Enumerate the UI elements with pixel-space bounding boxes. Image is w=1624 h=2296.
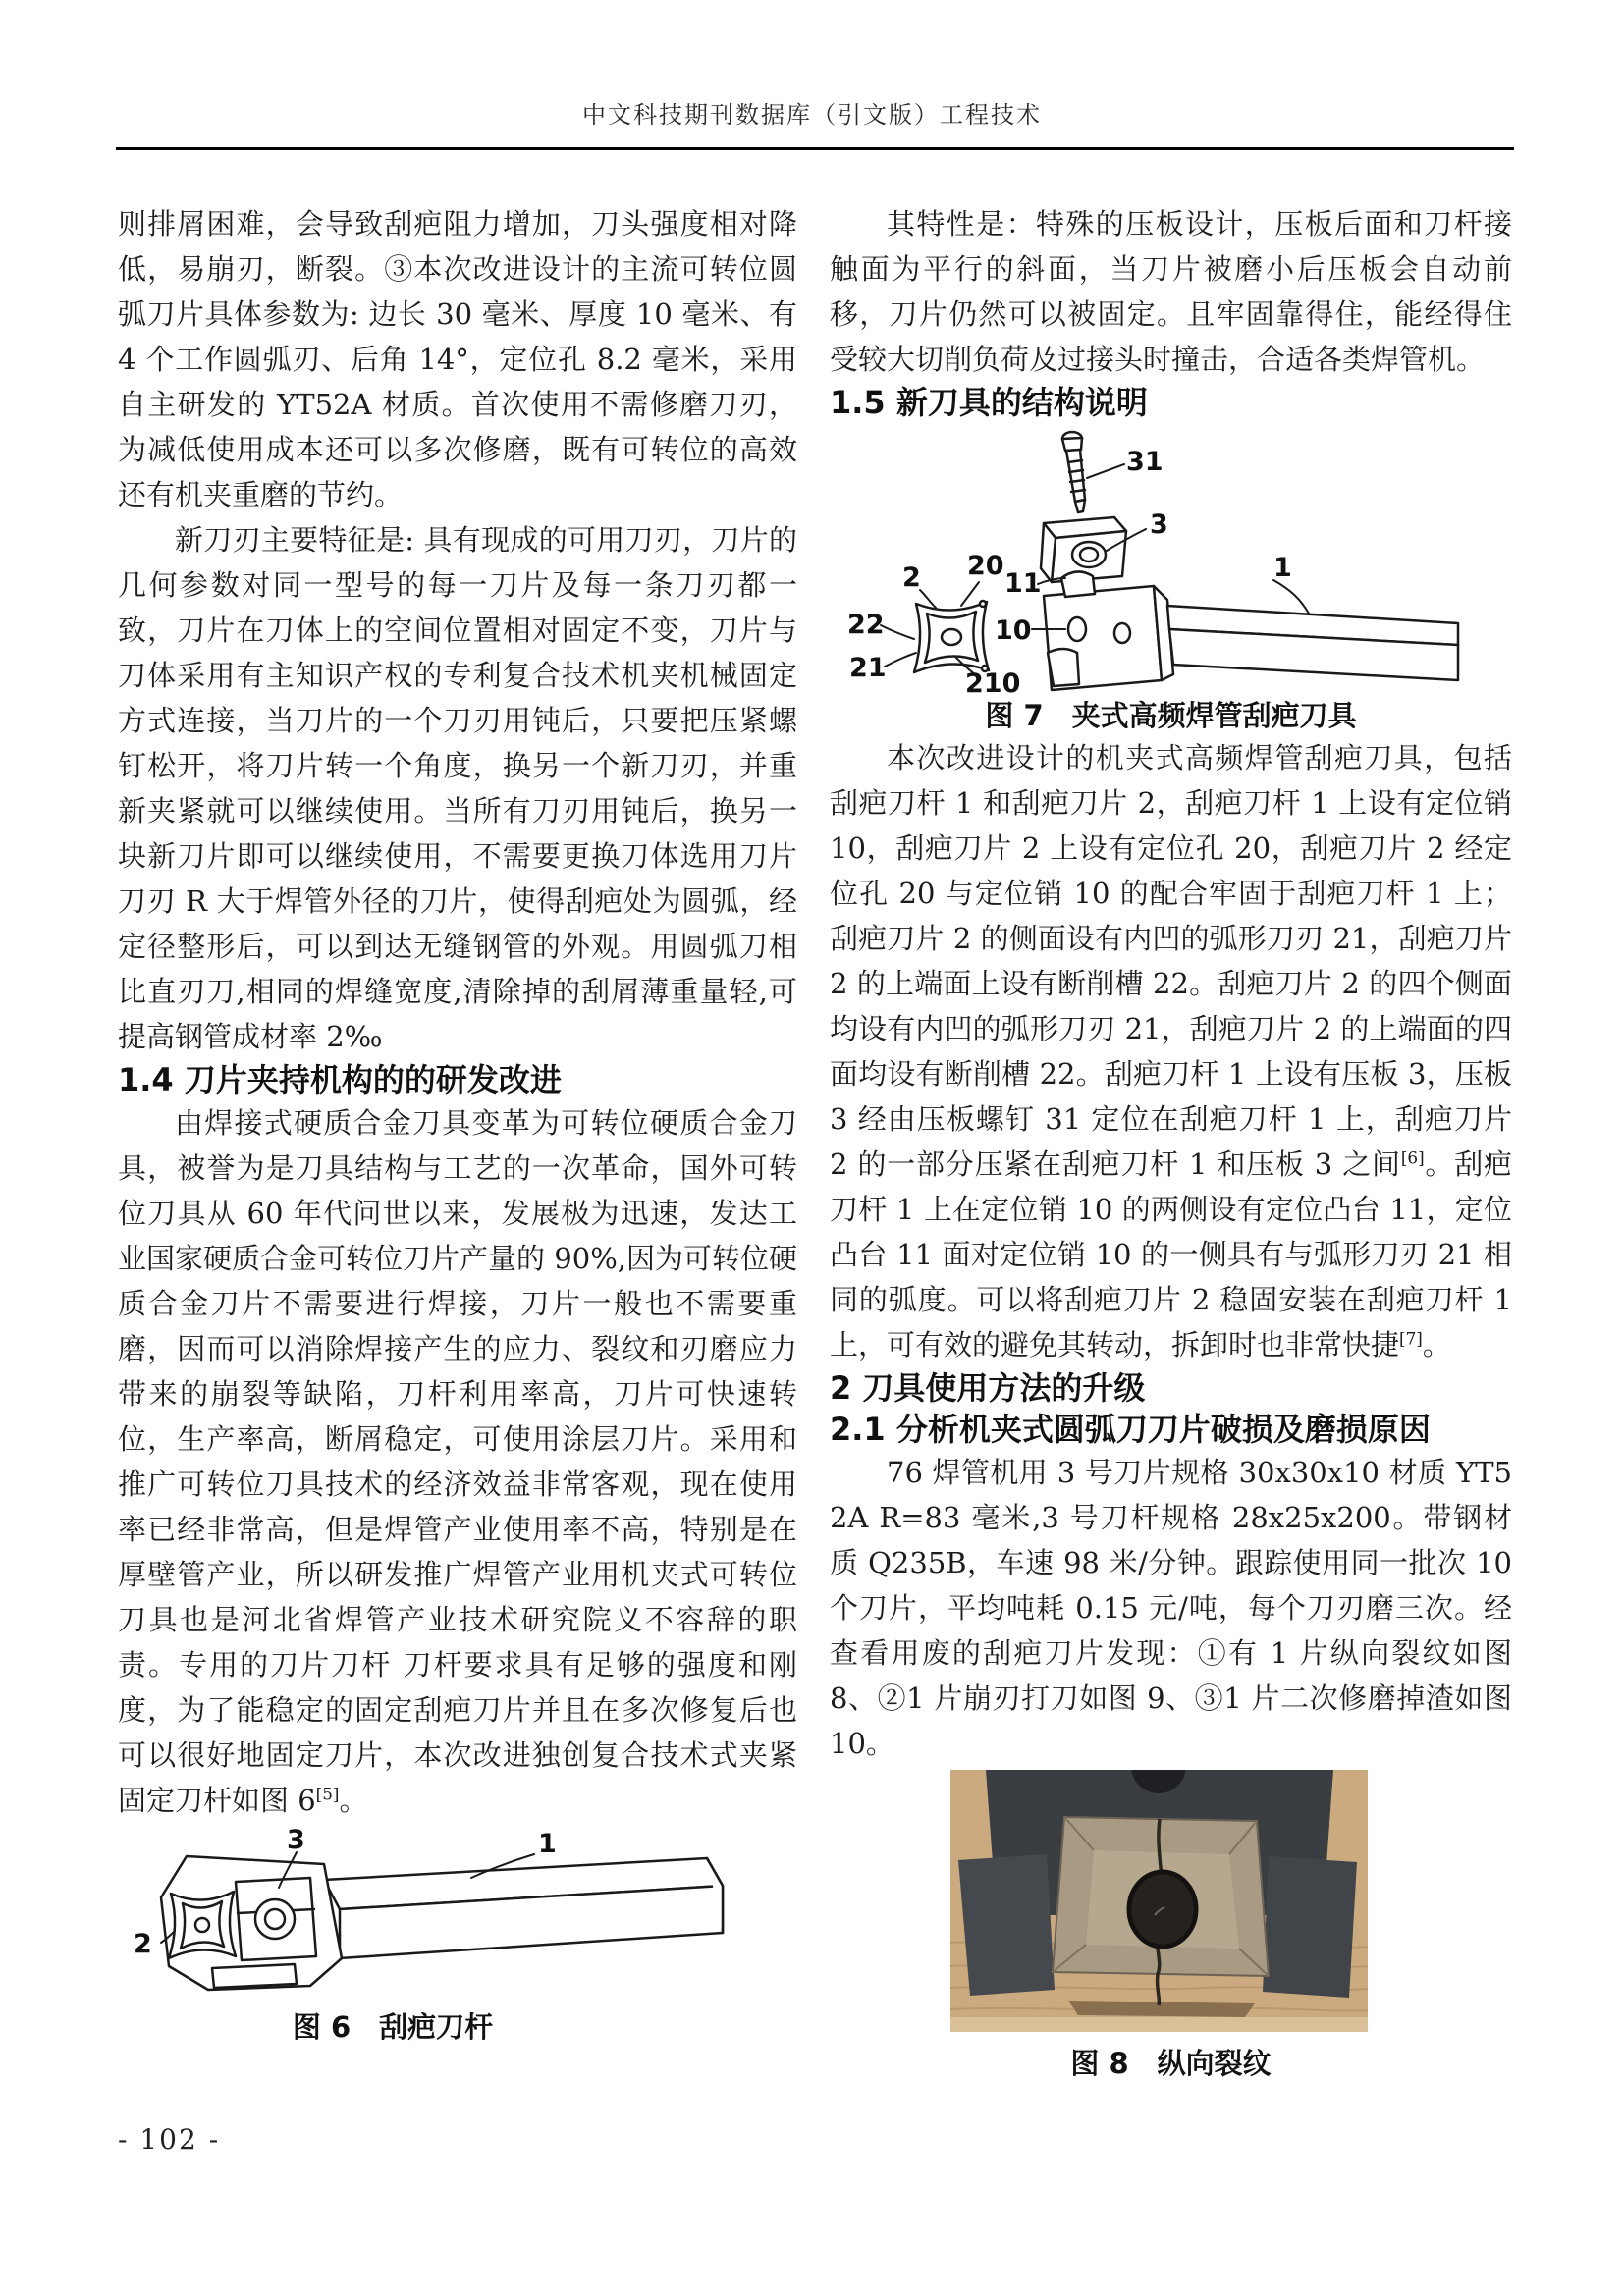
photo-steel-block-right <box>1263 1856 1357 1998</box>
section-heading-1-4: 1.4 刀片夹持机构的的研发改进 <box>118 1061 562 1098</box>
fig6-insert <box>169 1892 236 1958</box>
figure-label: 22 <box>847 610 885 640</box>
section-heading-2-1: 2.1 分析机夹式圆弧刀刀片破损及磨损原因 <box>830 1411 1431 1448</box>
photo-shadow <box>1068 2001 1255 2017</box>
figure-label: 10 <box>995 615 1032 646</box>
paragraph: 由焊接式硬质合金刀具变革为可转位硬质合金刀具，被誉为是刀具结构与工艺的一次革命，国外可转位刀具从 60 年代问世以来，发展极为迅速，发达工业国家硬质合金可转位刀片产量的 90%,因为可转位硬质合金刀片不需要进行焊接，刀片一般也不需要重磨，因而可以消除焊接产生的应力、裂纹和刃磨应力带来的崩裂等缺陷，刀杆利用率高，刀片可快速转位，生产率高，断屑稳定，可使用涂层刀片。采用和推广可转位刀具技术的经济效益非常客观，现在使用率已经非常高，但是焊管产业使用率不高，特别是在厚壁管产业，所以研发推广焊管产业用机夹式可转位刀具也是河北省焊管产业技术研究院义不容辞的职责。专用的刀片刀杆 刀杆要求具有足够的强度和刚度，为了能稳定的固定刮疤刀片并且在多次修复后也可以很好地固定刀片，本次改进独创复合技术式夹紧固定刀杆如图 6[5]。 <box>118 1106 797 1817</box>
figure-label: 31 <box>1126 447 1164 477</box>
figure-label: 1 <box>538 1829 557 1859</box>
paragraph: 本次改进设计的机夹式高频焊管刮疤刀具，包括刮疤刀杆 1 和刮疤刀片 2，刮疤刀杆 1 上设有定位销 10，刮疤刀片 2 上设有定位孔 20，刮疤刀片 2 经定位孔 20 与定位销 10 的配合牢固于刮疤刀杆 1 上；刮疤刀片 2 的侧面设有内凹的弧形刀刃 21，刮疤刀片 2 的上端面上设有断削槽 22。刮疤刀片 2 的四个侧面均设有内凹的弧形刀刃 21，刮疤刀片 2 的上端面的四面均设有断削槽 22。刮疤刀杆 1 上设有压板 3，压板 3 经由压板螺钉 31 定位在刮疤刀杆 1 上，刮疤刀片 2 的一部分压紧在刮疤刀杆 1 和压板 3 之间[6]。刮疤刀杆 1 上在定位销 10 的两侧设有定位凸台 11，定位凸台 11 面对定位销 10 的一侧具有与弧形刀刃 21 相同的弧度。可以将刮疤刀片 2 稳固安装在刮疤刀杆 1 上，可有效的避免其转动，拆卸时也非常快捷[7]。 <box>830 741 1512 1362</box>
fig7-leader-21 <box>885 653 916 667</box>
header-rule <box>116 147 1514 150</box>
fig6-toolbar-shaft <box>324 1858 723 1958</box>
fig7-leader-31 <box>1087 464 1124 478</box>
paragraph: 76 焊管机用 3 号刀片规格 30x30x10 材质 YT52A R=83 毫米,3 号刀杆规格 28x25x200。带钢材质 Q235B，车速 98 米/分钟。跟踪使用同一批次 10 个刀片，平均吨耗 0.15 元/吨，每个刀刃磨三次。经查看用废的刮疤刀片发现：①有 1 片纵向裂纹如图 8、②1 片崩刃打刀如图 9、③1 片二次修磨掉渣如图 10。 <box>830 1456 1512 1760</box>
figure6-drawing <box>118 1829 797 2005</box>
figure-label: 21 <box>849 653 887 683</box>
figure-label: 3 <box>1150 509 1168 540</box>
paragraph: 其特性是：特殊的压板设计，压板后面和刀杆接触面为平行的斜面，当刀片被磨小后压板会自动前移，刀片仍然可以被固定。且牢固靠得住，能经得住受较大切削负荷及过接头时撞击，合适各类焊管机。 <box>830 207 1512 376</box>
fig7-insert <box>914 601 989 672</box>
fig7-leader-20 <box>961 582 979 606</box>
right-column <box>830 201 1512 2083</box>
figure-label: 210 <box>965 668 1021 694</box>
photo-wood-light-band <box>950 2017 1368 2032</box>
figure7-caption: 图 7 夹式高频焊管刮疤刀具 <box>985 699 1357 732</box>
fig7-leader-22 <box>881 625 914 639</box>
section-heading-2: 2 刀具使用方法的升级 <box>830 1369 1146 1407</box>
left-column <box>118 201 797 2047</box>
figure-label: 2 <box>134 1929 152 1959</box>
fig7-toolbar <box>1044 571 1458 690</box>
figure-label: 20 <box>967 551 1004 581</box>
photo-steel-block-left <box>958 1854 1055 1996</box>
paragraph: 新刀刃主要特征是: 具有现成的可用刀刃，刀片的几何参数对同一型号的每一刀片及每一条刀刃都一致，刀片在刀体上的空间位置相对固定不变，刀片与刀体采用有主知识产权的专利复合技术机夹机械固定方式连接，当刀片的一个刀刃用钝后，只要把压紧螺钉松开，将刀片转一个角度，换另一个新刀刃，并重新夹紧就可以继续使用。当所有刀刃用钝后，换另一块新刀片即可以继续使用，不需要更换刀体选用刀片刀刃 R 大于焊管外径的刀片，使得刮疤处为圆弧，经定径整形后，可以到达无缝钢管的外观。用圆弧刀相比直刃刀,相同的焊缝宽度,清除掉的刮屑薄重量轻,可提高钢管成材率 2‰ <box>118 523 797 1053</box>
figure8-photo <box>950 1770 1368 2032</box>
figure-label: 1 <box>1273 553 1292 583</box>
figure8-photo-art <box>950 1770 1368 2032</box>
figure6-caption: 图 6 刮疤刀杆 <box>292 2010 494 2044</box>
journal-header: 中文科技期刊数据库（引文版）工程技术 <box>582 101 1042 129</box>
figure-label: 3 <box>287 1829 305 1855</box>
section-heading-1-5: 1.5 新刀具的结构说明 <box>830 384 1148 421</box>
figure-label: 11 <box>1004 568 1042 599</box>
page-number: - 102 - <box>118 2123 221 2156</box>
figure8-caption: 图 8 纵向裂纹 <box>1070 2047 1272 2080</box>
fig7-leader-1 <box>1273 580 1309 614</box>
figure-label: 2 <box>902 562 921 593</box>
paragraph: 则排屑困难，会导致刮疤阻力增加，刀头强度相对降低，易崩刃，断裂。③本次改进设计的主流可转位圆弧刀片具体参数为: 边长 30 毫米、厚度 10 毫米、有 4 个工作圆弧刃、后角 14°，定位孔 8.2 毫米，采用自主研发的 YT52A 材质。首次使用不需修磨刀刃，为减低使用成本还可以多次修磨，既有可转位的高效还有机夹重磨的节约。 <box>118 207 797 511</box>
figure7-drawing <box>830 427 1512 694</box>
fig7-screw <box>1062 432 1085 512</box>
